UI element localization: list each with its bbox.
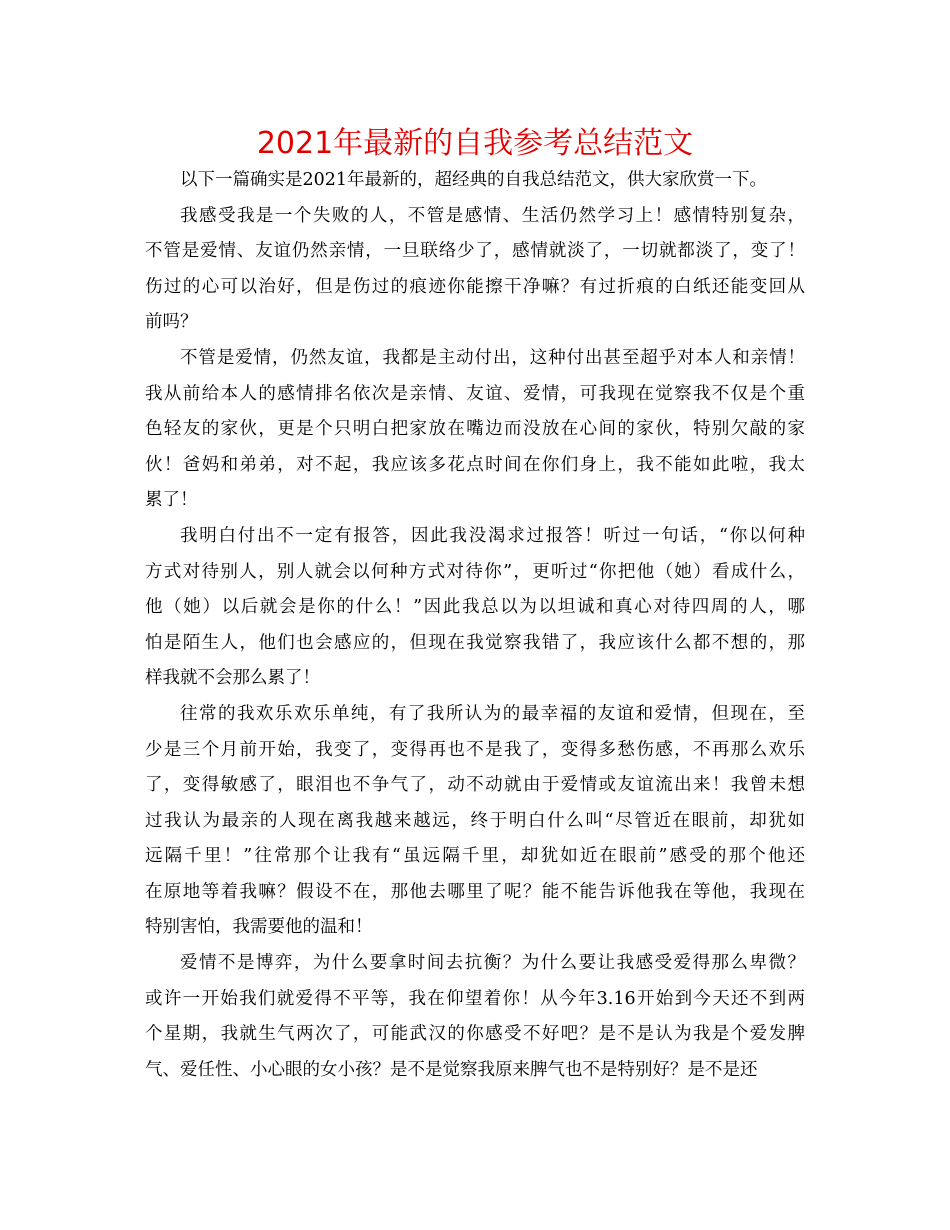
paragraph — [145, 199, 805, 341]
paragraph-line: 伤过的心可以治好，但是伤过的痕迹你能擦干净嘛？有过折痕的白纸还能变回从 — [145, 276, 805, 297]
paragraph-line: 色轻友的家伙，更是个只明白把家放在嘴边而没放在心间的家伙，特别欠敲的家 — [145, 419, 805, 440]
paragraph-line: 我从前给本人的感情排名依次是亲情、友谊、爱情，可我现在觉察我不仅是个重 — [145, 383, 805, 404]
paragraph-line: 远隔千里！”往常那个让我有“虽远隔千里，却犹如近在眼前”感受的那个他还 — [145, 846, 805, 867]
paragraph-line: 往常的我欢乐欢乐单纯，有了我所认为的最幸福的友谊和爱情，但现在，至 — [180, 703, 805, 724]
document-title: 2021年最新的自我参考总结范文 — [256, 126, 694, 161]
paragraph — [145, 163, 805, 199]
paragraph-line: 不管是爱情，仍然友谊，我都是主动付出，这种付出甚至超乎对本人和亲情！ — [180, 347, 805, 368]
paragraph-line: 怕是陌生人，他们也会感应的，但现在我觉察我错了，我应该什么都不想的，那 — [145, 632, 805, 653]
paragraph-line: 我感受我是一个失败的人，不管是感情、生活仍然学习上！感情特别复杂， — [180, 205, 805, 226]
paragraph-line: 前吗？ — [145, 312, 198, 333]
paragraph-line: 我明白付出不一定有报答，因此我没渴求过报答！听过一句话，“你以何种 — [180, 525, 805, 546]
paragraph — [145, 946, 805, 1088]
paragraph-line: 以下一篇确实是2021年最新的，超经典的自我总结范文，供大家欣赏一下。 — [180, 170, 768, 190]
paragraph-line: 过我认为最亲的人现在离我越来越远，终于明白什么叫“尽管近在眼前，却犹如 — [145, 810, 805, 831]
paragraph-line: 特别害怕，我需要他的温和！ — [145, 917, 373, 938]
paragraph — [145, 341, 805, 519]
paragraph-line: 方式对待别人，别人就会以何种方式对待你”，更听过“你把他（她）看成什么， — [145, 561, 805, 582]
paragraph-line: 少是三个月前开始，我变了，变得再也不是我了，变得多愁伤感，不再那么欢乐 — [145, 739, 805, 760]
document-body — [145, 163, 805, 1088]
paragraph-line: 在原地等着我嘛？假设不在，那他去哪里了呢？能不能告诉他我在等他，我现在 — [145, 881, 805, 902]
paragraph-line: 伙！爸妈和弟弟，对不起，我应该多花点时间在你们身上，我不能如此啦，我太 — [145, 454, 805, 475]
paragraph-line: 气、爱任性、小心眼的女小孩？是不是觉察我原来脾气也不是特别好？是不是还 — [145, 1059, 758, 1080]
paragraph — [145, 697, 805, 946]
paragraph-line: 不管是爱情、友谊仍然亲情，一旦联络少了，感情就淡了，一切就都淡了，变了！ — [145, 241, 805, 262]
paragraph-line: 了，变得敏感了，眼泪也不争气了，动不动就由于爱情或友谊流出来！我曾未想 — [145, 775, 805, 796]
paragraph-line: 样我就不会那么累了！ — [145, 668, 320, 689]
paragraph-line: 个星期，我就生气两次了，可能武汉的你感受不好吧？是不是认为我是个爱发脾 — [145, 1024, 805, 1045]
paragraph-line: 他（她）以后就会是你的什么！”因此我总以为以坦诚和真心对待四周的人，哪 — [145, 597, 805, 618]
paragraph-line: 爱情不是博弈，为什么要拿时间去抗衡？为什么要让我感受爱得那么卑微？ — [180, 953, 805, 974]
paragraph-line: 累了！ — [145, 490, 198, 511]
paragraph — [145, 519, 805, 697]
paragraph-line: 或许一开始我们就爱得不平等，我在仰望着你！从今年3.16开始到今天还不到两 — [145, 988, 805, 1009]
